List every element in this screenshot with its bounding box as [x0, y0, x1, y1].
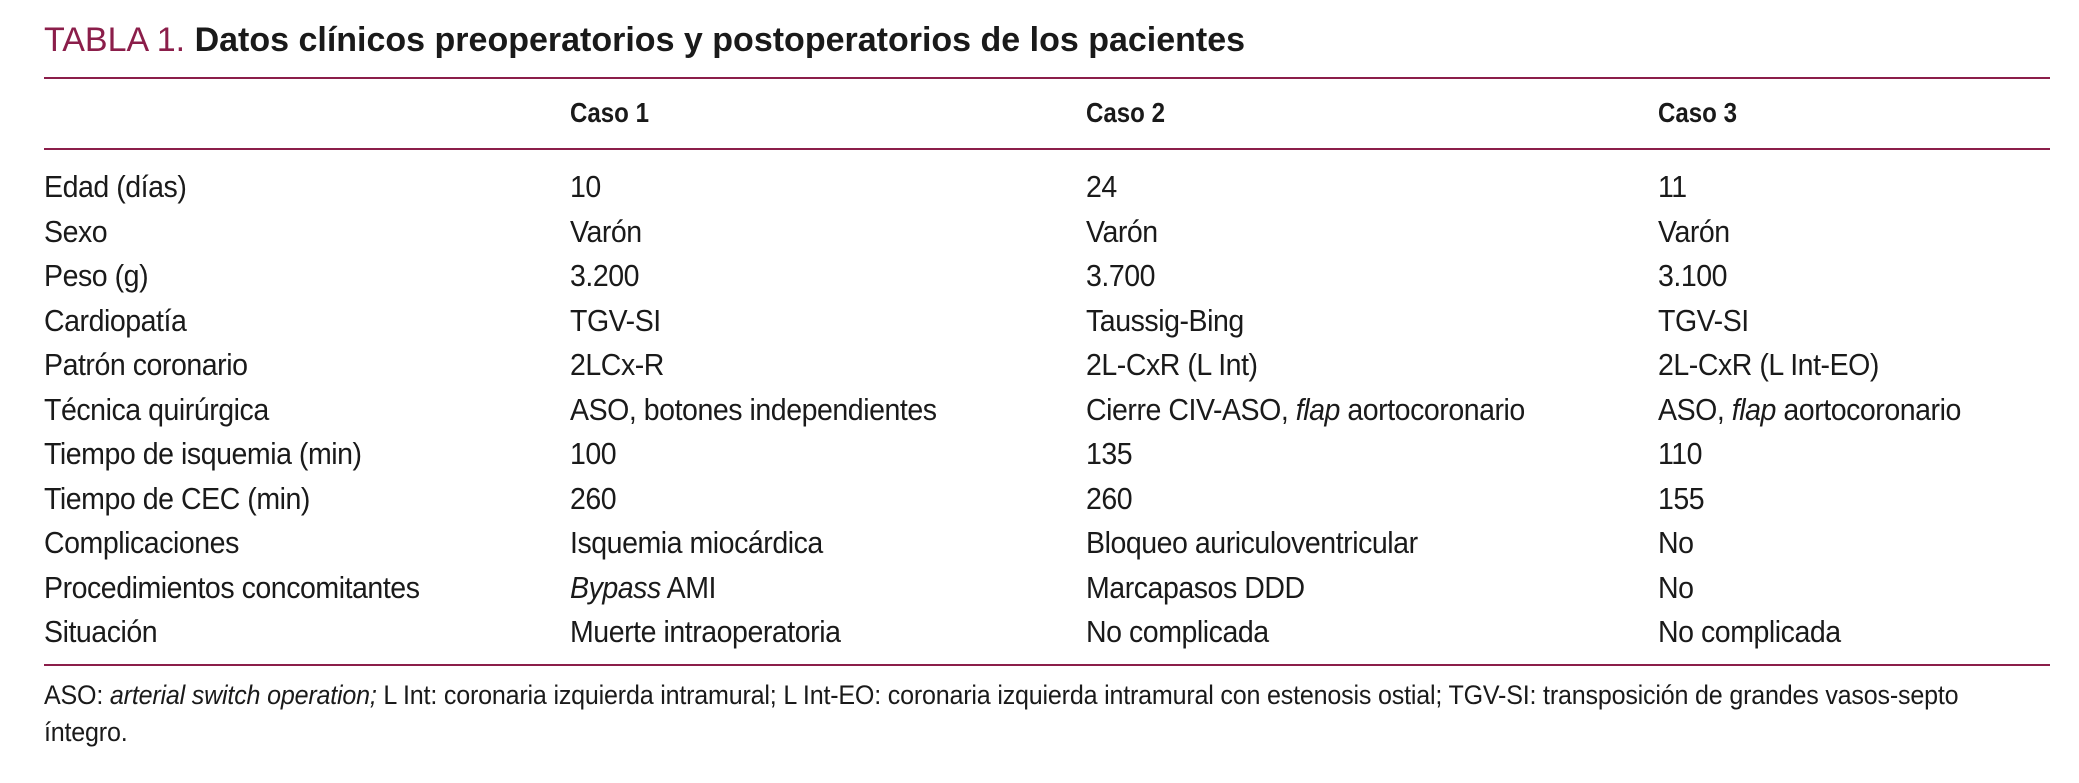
cell-content — [570, 343, 664, 387]
row-label — [44, 521, 570, 566]
italic-text-segment: flap — [1295, 391, 1340, 427]
table-title-text: Datos clínicos preoperatorios y postoperatorios de los pacientes — [194, 21, 1246, 59]
table-cell-caso-3 — [1658, 521, 2050, 566]
text-segment: 2L-CxR (L Int) — [1086, 347, 1258, 382]
row-label — [44, 299, 570, 344]
table-row — [44, 521, 2050, 566]
table-cell-caso-2 — [1086, 432, 1658, 477]
italic-text-segment: flap — [1731, 391, 1776, 427]
table-row — [44, 343, 2050, 388]
text-segment: 260 — [1086, 480, 1133, 516]
table-cell-caso-1 — [570, 388, 1086, 433]
row-label-text: Edad (días) — [44, 169, 187, 204]
text-segment: 11 — [1658, 169, 1687, 204]
cell-content — [1086, 610, 1269, 654]
text-segment: Varón — [1086, 213, 1158, 249]
italic-text-segment: Bypass — [570, 569, 661, 605]
cell-content — [570, 388, 937, 432]
row-label — [44, 432, 570, 477]
table-number-label: TABLA 1. — [44, 21, 186, 59]
cell-content — [1086, 165, 1117, 209]
table-cell-caso-2 — [1086, 521, 1658, 566]
text-segment: Cierre CIV-ASO, — [1086, 391, 1296, 427]
row-label — [44, 148, 570, 210]
row-label — [44, 210, 570, 255]
text-segment: No — [1658, 569, 1694, 605]
row-label-text: Peso (g) — [44, 258, 149, 293]
text-segment: ASO, botones independientes — [570, 391, 937, 427]
text-segment: 24 — [1086, 169, 1117, 204]
text-segment: 2LCx-R — [570, 347, 664, 382]
table-header-row — [44, 78, 2050, 148]
text-segment: TGV-SI — [570, 302, 661, 338]
table-title — [44, 18, 1245, 62]
row-label-text: Cardiopatía — [44, 302, 187, 338]
table-cell-caso-2 — [1086, 388, 1658, 433]
table-row — [44, 148, 2050, 210]
text-segment: aortocoronario — [1775, 391, 1961, 427]
table-cell-caso-3 — [1658, 432, 2050, 477]
cell-content — [1658, 432, 1702, 476]
text-segment: Muerte intraoperatoria — [570, 614, 841, 649]
column-header-caso-1: Caso 1 — [570, 97, 649, 128]
cell-content — [1086, 477, 1132, 521]
text-segment: ASO, — [1658, 391, 1732, 427]
table-cell-caso-3 — [1658, 343, 2050, 388]
cell-content — [1086, 521, 1418, 565]
text-segment: Isquemia miocárdica — [570, 525, 823, 560]
table-cell-caso-3 — [1658, 610, 2050, 655]
cell-content — [1658, 610, 1841, 654]
column-header-caso-3: Caso 3 — [1658, 97, 1737, 128]
table-row — [44, 210, 2050, 255]
table-cell-caso-2 — [1086, 210, 1658, 255]
text-segment: No complicada — [1086, 614, 1269, 649]
row-label-text: Sexo — [44, 213, 108, 249]
table-cell-caso-1 — [570, 210, 1086, 255]
table-cell-caso-3 — [1658, 254, 2050, 299]
text-segment: No complicada — [1658, 614, 1841, 649]
table-cell-caso-1 — [570, 432, 1086, 477]
table-cell-caso-3 — [1658, 299, 2050, 344]
cell-content — [570, 299, 661, 343]
text-segment: 155 — [1658, 480, 1705, 516]
table-cell-caso-2 — [1086, 343, 1658, 388]
text-segment: No — [1658, 525, 1694, 560]
table-cell-caso-1 — [570, 477, 1086, 522]
text-segment: Taussig-Bing — [1086, 302, 1244, 338]
row-label — [44, 610, 570, 655]
text-segment: TGV-SI — [1658, 302, 1749, 338]
row-label — [44, 343, 570, 388]
cell-content — [570, 432, 616, 476]
cell-content — [1086, 299, 1244, 343]
cell-content — [1086, 343, 1258, 387]
table-cell-caso-2 — [1086, 566, 1658, 611]
table-cell-caso-2 — [1086, 148, 1658, 210]
table-cell-caso-3 — [1658, 566, 2050, 611]
text-segment: 100 — [570, 436, 617, 471]
cell-content — [1086, 566, 1305, 610]
cell-content — [1086, 210, 1158, 254]
cell-content — [1658, 343, 1879, 387]
cell-content — [570, 254, 639, 298]
text-segment: aortocoronario — [1339, 391, 1525, 427]
table-cell-caso-1 — [570, 148, 1086, 210]
table-cell-caso-1 — [570, 343, 1086, 388]
table-cell-caso-2 — [1086, 254, 1658, 299]
cell-content — [1658, 566, 1694, 610]
column-header-empty — [44, 78, 496, 148]
row-label — [44, 477, 570, 522]
cell-content — [1658, 388, 1961, 432]
row-label — [44, 388, 570, 433]
table-row — [44, 477, 2050, 522]
cell-content — [1658, 165, 1687, 209]
cell-content — [570, 610, 840, 654]
bottom-rule — [44, 664, 2050, 666]
text-segment: L Int: coronaria izquierda intramural; L Int-EO: coronaria izquierda intramural con estenosis ostial; TGV-SI: transposición de grandes vasos-septo íntegro. — [44, 680, 1959, 747]
cell-content — [1086, 432, 1132, 476]
row-label-text: Técnica quirúrgica — [44, 391, 269, 427]
table-cell-caso-2 — [1086, 610, 1658, 655]
column-header-caso-2: Caso 2 — [1086, 97, 1165, 128]
row-label-text: Patrón coronario — [44, 347, 248, 382]
text-segment: 110 — [1658, 436, 1703, 471]
cell-content — [1086, 388, 1525, 432]
cell-content — [1658, 299, 1749, 343]
row-label — [44, 566, 570, 611]
table-cell-caso-3 — [1658, 210, 2050, 255]
row-label-text: Situación — [44, 614, 158, 649]
table-row — [44, 299, 2050, 344]
cell-content — [570, 165, 601, 209]
table-row — [44, 432, 2050, 477]
cell-content — [570, 210, 642, 254]
table-cell-caso-3 — [1658, 388, 2050, 433]
text-segment: Marcapasos DDD — [1086, 569, 1305, 605]
table-cell-caso-1 — [570, 521, 1086, 566]
table-row — [44, 388, 2050, 433]
cell-content — [570, 521, 823, 565]
table-body — [44, 148, 2050, 655]
cell-content — [1658, 521, 1694, 565]
text-segment: Varón — [570, 213, 642, 249]
text-segment: 10 — [570, 169, 601, 204]
cell-content — [1086, 254, 1155, 298]
cell-content — [570, 566, 716, 610]
table-cell-caso-2 — [1086, 477, 1658, 522]
text-segment: 3.200 — [570, 258, 640, 293]
row-label — [44, 254, 570, 299]
text-segment: 260 — [570, 480, 617, 516]
clinical-data-table — [44, 78, 2050, 655]
table-cell-caso-1 — [570, 254, 1086, 299]
table-footnote — [44, 677, 2048, 751]
row-label-text: Procedimientos concomitantes — [44, 569, 420, 605]
table-row — [44, 254, 2050, 299]
text-segment: Varón — [1658, 213, 1730, 249]
table-cell-caso-1 — [570, 566, 1086, 611]
cell-content — [570, 477, 616, 521]
row-label-text: Tiempo de CEC (min) — [44, 480, 310, 516]
cell-content — [1658, 210, 1730, 254]
table-row — [44, 610, 2050, 655]
table-cell-caso-3 — [1658, 148, 2050, 210]
table-cell-caso-3 — [1658, 477, 2050, 522]
table-cell-caso-1 — [570, 610, 1086, 655]
text-segment: 135 — [1086, 436, 1133, 471]
text-segment: Bloqueo auriculoventricular — [1086, 525, 1418, 560]
text-segment: 3.100 — [1658, 258, 1728, 293]
text-segment: AMI — [660, 569, 716, 605]
cell-content — [1658, 254, 1727, 298]
row-label-text: Tiempo de isquemia (min) — [44, 436, 362, 471]
table-cell-caso-1 — [570, 299, 1086, 344]
text-segment: 2L-CxR (L Int-EO) — [1658, 347, 1879, 382]
text-segment: 3.700 — [1086, 258, 1156, 293]
italic-text-segment: arterial switch operation; — [109, 680, 377, 710]
cell-content — [1658, 477, 1704, 521]
table-cell-caso-2 — [1086, 299, 1658, 344]
text-segment: ASO: — [44, 680, 110, 710]
table-row — [44, 566, 2050, 611]
row-label-text: Complicaciones — [44, 525, 239, 560]
